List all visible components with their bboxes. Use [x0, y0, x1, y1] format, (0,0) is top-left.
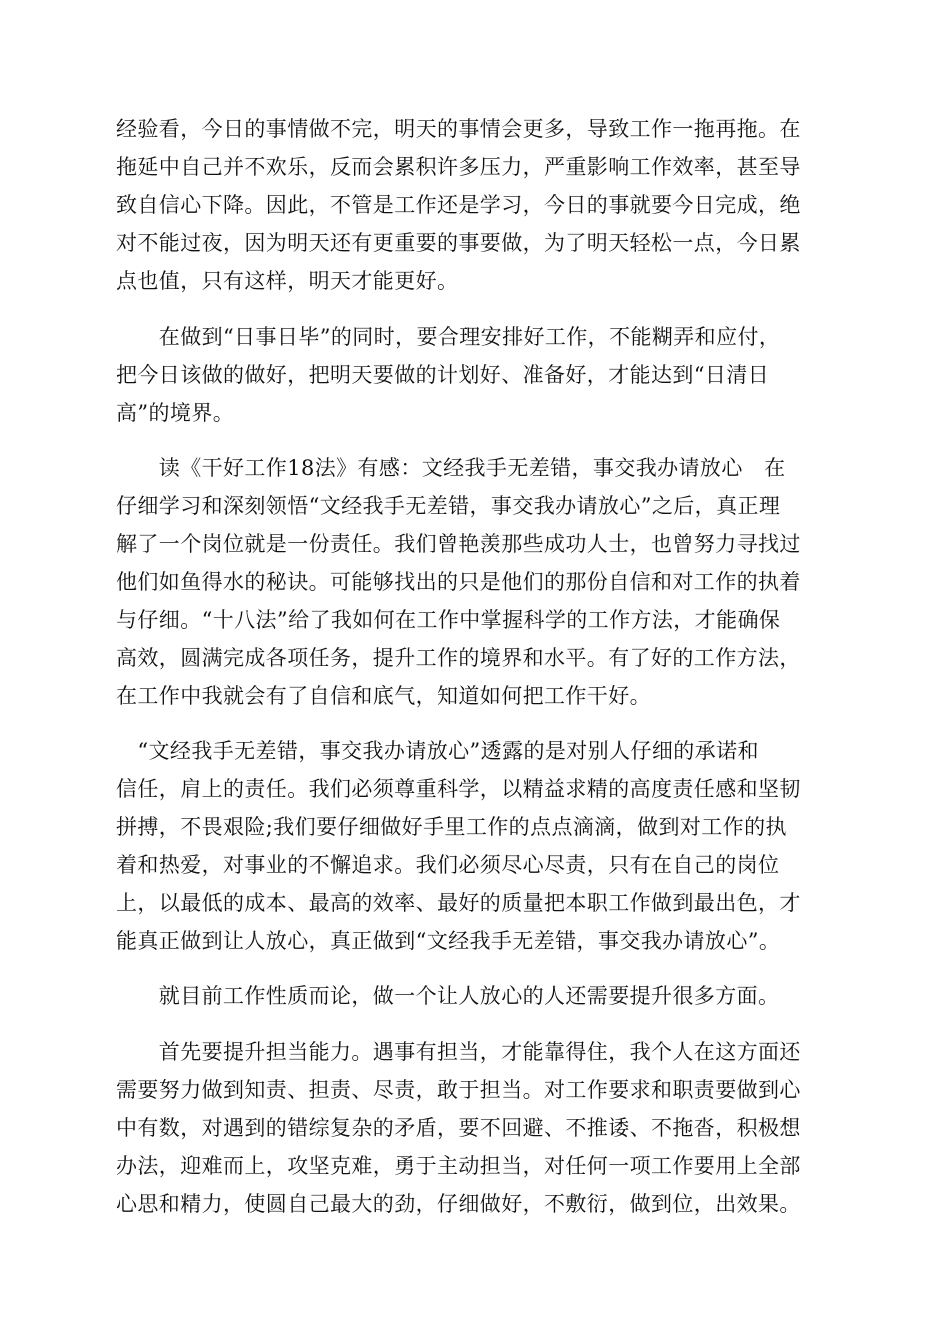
paragraph-line: 解了一个岗位就是一份责任。我们曾艳羡那些成功人士，也曾努力寻找过	[116, 532, 801, 556]
paragraph-line: 能真正做到让人放心，真正做到“文经我手无差错，事交我办请放心”。	[116, 929, 781, 953]
paragraph-line: 点也值，只有这样，明天才能更好。	[116, 269, 459, 293]
paragraph-line: 信任，肩上的责任。我们必须尊重科学，以精益求精的高度责任感和坚韧	[116, 777, 801, 801]
paragraph-line: 上，以最低的成本、最高的效率、最好的质量把本职工作做到最出色，才	[116, 891, 801, 915]
paragraph-line: 首先要提升担当能力。遇事有担当，才能靠得住，我个人在这方面还	[116, 1040, 801, 1064]
paragraph-line: 就目前工作性质而论，做一个让人放心的人还需要提升很多方面。	[116, 984, 780, 1008]
paragraph-line: 需要努力做到知责、担责、尽责，敢于担当。对工作要求和职责要做到心	[116, 1078, 801, 1102]
paragraph-line: 办法，迎难而上，攻坚克难，勇于主动担当，对任何一项工作要用上全部	[116, 1154, 801, 1178]
paragraph-line: 高效，圆满完成各项任务，提升工作的境界和水平。有了好的工作方法，	[116, 646, 801, 670]
paragraph-line: 高”的境界。	[116, 401, 235, 425]
paragraph-5	[116, 977, 838, 1015]
paragraph-line: 经验看，今日的事情做不完，明天的事情会更多，导致工作一拖再拖。在	[116, 117, 801, 141]
paragraph-3	[116, 449, 838, 715]
paragraph-line: 他们如鱼得水的秘诀。可能够找出的只是他们的那份自信和对工作的执着	[116, 570, 801, 594]
paragraph-line: 中有数，对遇到的错综复杂的矛盾，要不回避、不推诿、不拖沓，积极想	[116, 1116, 801, 1140]
paragraph-1	[116, 110, 838, 300]
paragraph-line: “文经我手无差错，事交我办请放心”透露的是对别人仔细的承诺和	[116, 739, 759, 763]
paragraph-line: 心思和精力，使圆自己最大的劲，仔细做好，不敷衍，做到位，出效果。	[116, 1192, 801, 1216]
paragraph-line: 把今日该做的做好，把明天要做的计划好、准备好，才能达到“日清日	[116, 363, 770, 387]
paragraph-line: 与仔细。“十八法”给了我如何在工作中掌握科学的工作方法，才能确保	[116, 608, 781, 632]
paragraph-2	[116, 318, 838, 432]
paragraph-line: 对不能过夜，因为明天还有更重要的事要做，为了明天轻松一点，今日累	[116, 231, 801, 255]
paragraph-line: 拼搏，不畏艰险;我们要仔细做好手里工作的点点滴滴，做到对工作的执	[116, 815, 787, 839]
paragraph-line: 在工作中我就会有了自信和底气，知道如何把工作干好。	[116, 684, 651, 708]
paragraph-line: 拖延中自己并不欢乐，反而会累积许多压力，严重影响工作效率，甚至导	[116, 155, 801, 179]
paragraph-line: 着和热爱，对事业的不懈追求。我们必须尽心尽责，只有在自己的岗位	[116, 853, 780, 877]
paragraph-4	[116, 732, 838, 960]
paragraph-6	[116, 1033, 838, 1223]
paragraph-line: 读《干好工作18法》有感：文经我手无差错，事交我办请放心 在	[116, 456, 786, 480]
paragraph-line: 在做到“日事日毕”的同时，要合理安排好工作，不能糊弄和应付，	[116, 325, 781, 349]
paragraph-line: 致自信心下降。因此，不管是工作还是学习，今日的事就要今日完成，绝	[116, 193, 801, 217]
paragraph-line: 仔细学习和深刻领悟“文经我手无差错，事交我办请放心”之后，真正理	[116, 494, 781, 518]
